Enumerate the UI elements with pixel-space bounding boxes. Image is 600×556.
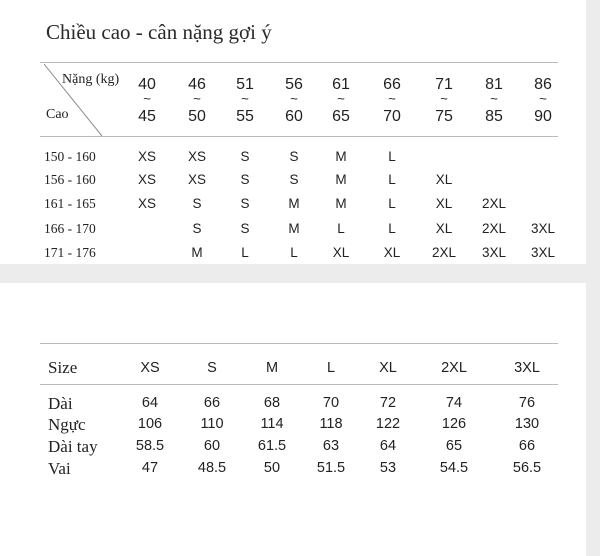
measurement-value: 126 [441,416,467,432]
measurement-value: 63 [322,438,340,454]
measurement-value: 122 [375,416,401,432]
size-cell: L [388,221,396,236]
measurement-label: Ngực [48,415,86,434]
measurement-value: 61.5 [257,438,287,454]
size-cell: 3XL [530,245,556,260]
size-column-header: 3XL [514,360,540,376]
measurement-header-rule [40,384,558,385]
range-tilde: ~ [337,91,345,106]
size-cell: L [388,172,396,187]
range-tilde: ~ [241,91,249,106]
size-cell: S [289,149,299,164]
size-cell: M [335,172,347,187]
size-cell: XL [435,172,453,187]
header-diagonal-divider [44,64,104,138]
size-cell: M [335,196,347,211]
size-cell: L [241,245,249,260]
measurement-value: 51.5 [316,460,346,476]
measurement-value: 64 [379,438,397,454]
size-cell: XL [332,245,350,260]
size-cell: XL [383,245,401,260]
weight-to: 50 [188,108,206,125]
size-cell: M [191,245,203,260]
size-cell: S [240,221,250,236]
weight-to: 75 [435,108,453,125]
size-cell: S [192,196,202,211]
measurement-label: Dài [48,394,73,413]
measurement-label: Dài tay [48,437,98,456]
weight-from: 81 [485,76,503,93]
measurement-value: 70 [322,395,340,411]
size-cell: S [192,221,202,236]
size-cell: S [240,149,250,164]
height-range-label: 166 - 170 [44,221,96,236]
height-range-label: 150 - 160 [44,149,96,164]
size-cell: 2XL [431,245,457,260]
weight-from: 51 [236,76,254,93]
height-range-label: 171 - 176 [44,245,96,260]
measurement-value: 64 [141,395,159,411]
weight-from: 86 [534,76,552,93]
measurement-top-rule [40,343,558,344]
size-cell: XL [435,221,453,236]
size-column-header: S [207,360,217,376]
size-column-header: L [326,360,336,376]
measurement-value: 66 [518,438,536,454]
size-cell: S [240,196,250,211]
size-cell: XS [137,172,156,187]
range-tilde: ~ [193,91,201,106]
measurement-value: 60 [203,438,221,454]
weight-from: 71 [435,76,453,93]
measurement-value: 118 [319,416,343,432]
height-range-label: 161 - 165 [44,196,96,211]
measurement-value: 66 [203,395,221,411]
weight-to: 70 [383,108,401,125]
size-cell: XS [187,172,206,187]
measurement-value: 58.5 [135,438,165,454]
size-cell: S [289,172,299,187]
measurement-value: 48.5 [197,460,227,476]
measurement-value: 56.5 [512,460,542,476]
measurement-value: 53 [379,460,397,476]
weight-to: 45 [138,108,156,125]
weight-header: Nặng (kg) [62,72,120,87]
range-tilde: ~ [388,91,396,106]
weight-from: 40 [138,76,156,93]
size-header: Size [48,358,78,377]
weight-to: 55 [236,108,254,125]
size-chart-title: Chiều cao - cân nặng gợi ý [46,20,272,44]
measurement-value: 72 [379,395,397,411]
size-suggestion-card [0,0,586,264]
size-cell: XS [187,149,206,164]
weight-to: 90 [534,108,552,125]
measurement-value: 110 [200,416,224,432]
weight-to: 60 [285,108,303,125]
measurement-value: 50 [263,460,281,476]
range-tilde: ~ [539,91,547,106]
size-column-header: 2XL [441,360,467,376]
size-cell: 3XL [530,221,556,236]
size-cell: M [288,221,300,236]
size-column-header: XL [379,360,397,376]
measurement-value: 76 [518,395,536,411]
measurement-value: 106 [137,416,163,432]
range-tilde: ~ [490,91,498,106]
range-tilde: ~ [440,91,448,106]
height-range-label: 156 - 160 [44,172,96,187]
weight-to: 85 [485,108,503,125]
table-header-rule [40,136,558,137]
size-cell: M [288,196,300,211]
weight-to: 65 [332,108,350,125]
weight-from: 56 [285,76,303,93]
size-cell: L [388,196,396,211]
measurement-value: 47 [141,460,159,476]
size-cell: 2XL [481,221,507,236]
size-cell: L [337,221,345,236]
range-tilde: ~ [290,91,298,106]
measurement-value: 65 [445,438,463,454]
measurement-value: 68 [263,395,281,411]
table-top-rule [40,62,558,63]
range-tilde: ~ [143,91,151,106]
measurement-value: 130 [514,416,540,432]
size-cell: 2XL [481,196,507,211]
measurement-value: 74 [445,395,463,411]
size-cell: S [240,172,250,187]
weight-from: 46 [188,76,206,93]
size-cell: M [335,149,347,164]
size-cell: 3XL [481,245,507,260]
size-column-header: M [265,360,279,376]
measurement-label: Vai [48,459,71,478]
weight-from: 66 [383,76,401,93]
size-column-header: XS [140,360,160,376]
size-cell: XS [137,149,156,164]
size-cell: XL [435,196,453,211]
weight-from: 61 [332,76,350,93]
size-cell: L [290,245,298,260]
height-header: Cao [46,107,69,122]
measurement-value: 114 [260,416,284,432]
size-cell: XS [137,196,156,211]
measurement-card [0,283,586,556]
measurement-value: 54.5 [439,460,469,476]
size-cell: L [388,149,396,164]
